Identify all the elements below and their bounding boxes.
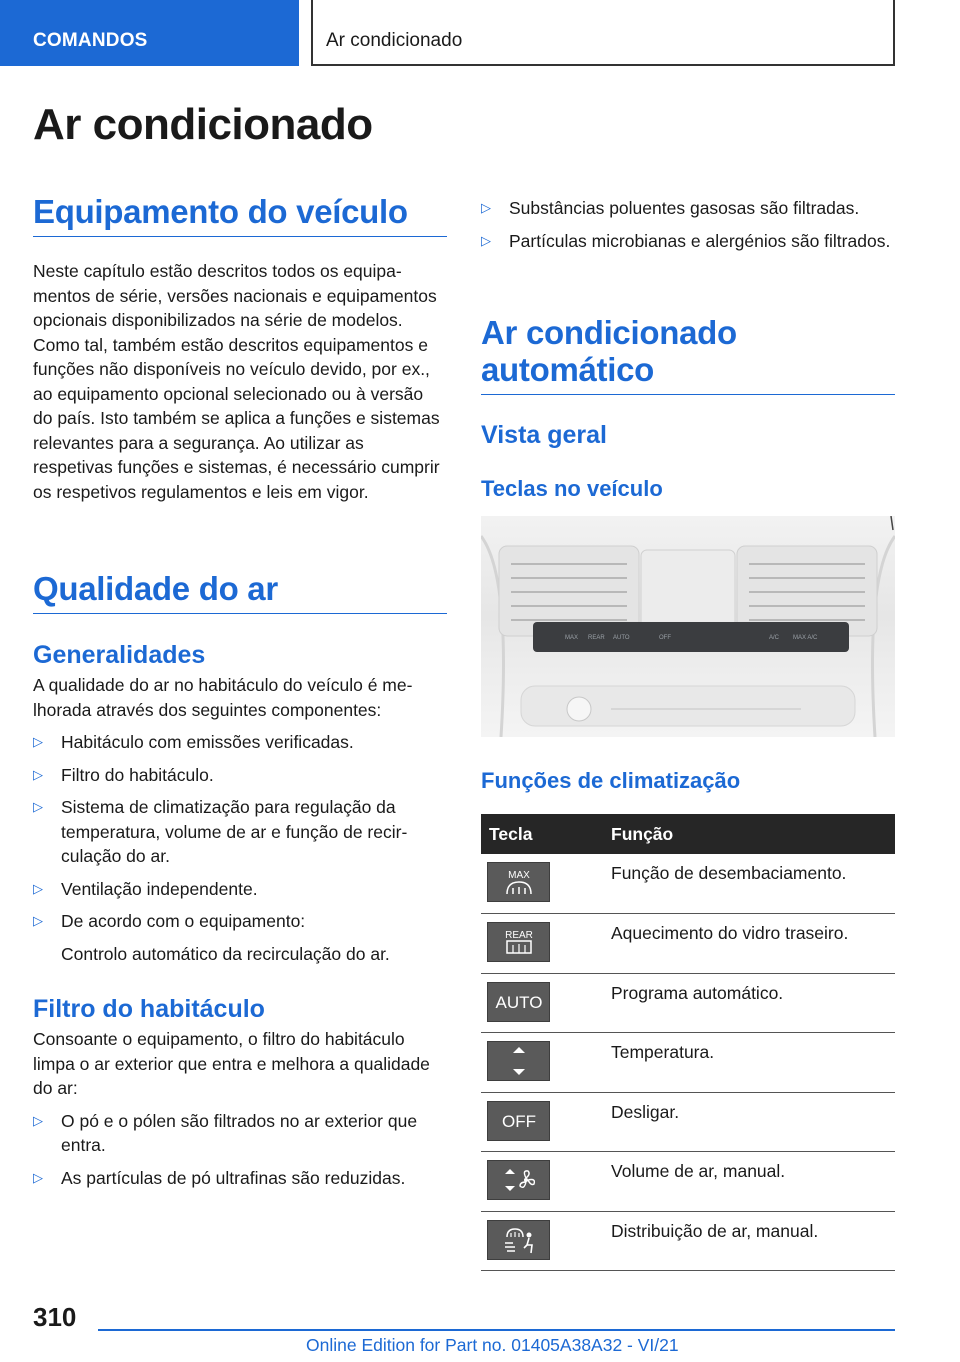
filter-text: Consoante o equipamento, o filtro do habitáculo limpa o ar exterior que entra e melhora a qualidade do ar: [33,1029,430,1098]
list-item: ▷ Filtro do habitáculo. [33,763,447,788]
climate-panel-photo [481,516,895,737]
equipment-text: Neste capítulo estão descritos todos os equipamentos de série, versões nacionais e equipamentos opcionais disponibilizados na série de modelos. Como tal, também estão descritos equipamentos e funções não disponíveis no veículo devido, por ex., ao equipamento opcional selecionado ou à versão do país. Isto também se aplica a funções e sistemas relevantes para a segurança. Ao utilizar as respetivas funções e sistemas, é necessário cumprir os respetivos regulamentos e leis em vigor. [33,261,440,502]
max-defrost-icon [487,862,550,902]
list-item-sub: Controlo automático da recirculação do ar. [61,943,390,964]
chapter-tab: Ar condicionado [311,0,895,66]
functions-heading: Funções de climatização [481,768,741,793]
triangle-bullet-icon: ▷ [33,913,43,928]
triangle-bullet-icon: ▷ [33,766,43,782]
general-list [33,730,447,966]
table-row [481,1033,895,1093]
list-item: ▷ Substâncias poluentes gasosas são filtradas. [481,196,895,221]
function-label: Temperatura. [609,1033,895,1093]
general-heading: Generalidades [33,641,206,669]
footer-divider [98,1329,895,1331]
function-label: Aquecimento do vidro traseiro. [609,914,895,974]
filter-list-continued [481,196,895,253]
general-text: A qualidade do ar no habitáculo do veículo é melhorada através dos seguintes componentes: [33,675,413,720]
svg-text:AUTO: AUTO [495,992,542,1012]
table-row [481,1211,895,1271]
list-item: ▷ O pó e o pólen são filtrados no ar exterior que entra. [33,1110,418,1155]
triangle-bullet-icon: ▷ [33,1112,43,1128]
function-label: Programa automático. [609,973,895,1033]
function-label: Função de desembaciamento. [609,854,895,914]
svg-text:MAX: MAX [565,635,579,641]
triangle-bullet-icon: ▷ [33,734,43,749]
section-tab: COMANDOS [0,0,299,66]
off-icon [487,1101,550,1141]
table-row [481,854,895,914]
svg-text:OFF: OFF [659,635,671,641]
functions-table [481,814,895,1271]
list-item: ▷ Ventilação independente. [33,877,447,902]
svg-text:OFF: OFF [501,1111,536,1131]
list-item: ▷ De acordo com o equipamento: Controlo automático da recirculação do ar. [33,909,447,966]
page-header [0,0,960,66]
page-title: Ar condicionado [33,100,373,149]
function-label: Desligar. [609,1092,895,1152]
triangle-bullet-icon: ▷ [481,200,491,215]
svg-text:A/C: A/C [769,635,780,641]
filter-list [33,1109,447,1191]
list-item: ▷ Partículas microbianas e alergénios são filtrados. [481,229,895,254]
table-row [481,1152,895,1212]
svg-text:AUTO: AUTO [613,635,630,641]
triangle-bullet-icon: ▷ [33,1169,43,1185]
function-label: Distribuição de ar, manual. [609,1211,895,1271]
rear-defrost-icon [487,922,550,962]
table-header-row [481,814,895,854]
temperature-arrows-icon [487,1041,550,1081]
table-row [481,1092,895,1152]
table-row [481,914,895,974]
column-header-key: Tecla [481,814,609,854]
svg-text:MAX: MAX [507,870,530,881]
triangle-bullet-icon: ▷ [33,799,43,814]
table-row [481,973,895,1033]
air-distribution-icon [487,1220,550,1260]
climate-panel-illustration [481,516,895,737]
svg-text:REAR: REAR [504,930,533,941]
column-header-function: Função [609,814,895,854]
auto-ac-heading: Ar condicionado automático [481,314,895,395]
list-item: ▷ As partículas de pó ultrafinas são reduzidas. [33,1166,447,1191]
filter-heading: Filtro do habitáculo [33,995,265,1023]
keys-heading: Teclas no veículo [481,476,663,501]
overview-heading: Vista geral [481,421,608,449]
svg-text:REAR: REAR [588,635,605,641]
equipment-heading: Equipamento do veículo [33,193,447,237]
fan-volume-icon [487,1160,550,1200]
air-quality-heading: Qualidade do ar [33,570,447,614]
svg-text:MAX A/C: MAX A/C [793,635,818,641]
auto-icon [487,982,550,1022]
list-item: ▷ Habitáculo com emissões verificadas. [33,730,447,755]
function-label: Volume de ar, manual. [609,1152,895,1212]
triangle-bullet-icon: ▷ [481,232,491,248]
page-number: 310 [33,1302,77,1332]
list-item: ▷ Sistema de climatização para regulação da temperatura, volume de ar e função de recirculação do ar. [33,797,408,866]
triangle-bullet-icon: ▷ [33,880,43,896]
edition-text: Online Edition for Part no. 01405A38A32 - VI/21 [306,1335,679,1355]
